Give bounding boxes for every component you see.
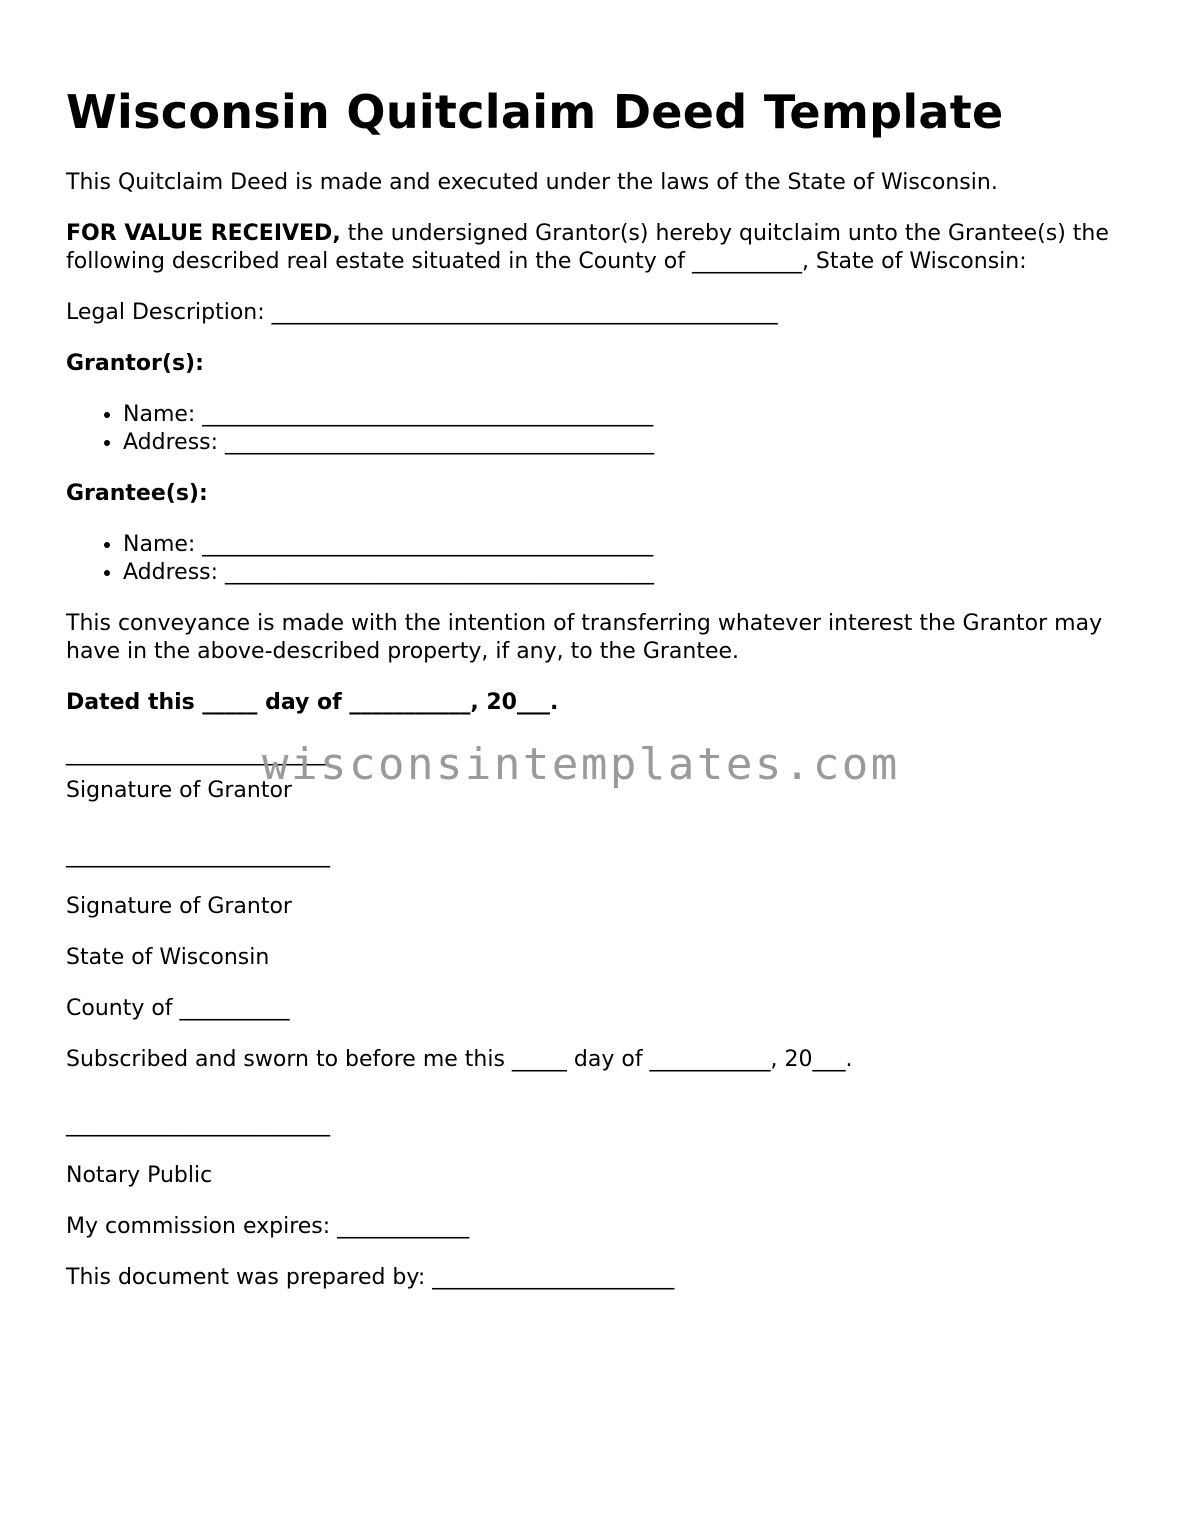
legal-description-field: Legal Description: ______________________________________________ (66, 300, 778, 325)
state-line: State of Wisconsin (66, 945, 270, 970)
consideration-lead: FOR VALUE RECEIVED, (66, 221, 341, 246)
document-page (66, 80, 1126, 1315)
dated-line: Dated this _____ day of ___________, 20___. (66, 690, 559, 715)
grantor-signature-label-2: Signature of Grantor (66, 894, 292, 919)
notary-label: Notary Public (66, 1163, 213, 1188)
grantee-name-field: • Name: _________________________________________ (123, 531, 1126, 559)
grantor-signature-line-2: ________________________ (66, 843, 330, 868)
prepared-by-line: This document was prepared by: ______________________ (66, 1265, 675, 1290)
county-line: County of __________ (66, 996, 290, 1021)
grantor-name-field: • Name: _________________________________________ (123, 401, 1126, 429)
grantor-signature-line-1: ________________________ (66, 741, 330, 766)
consideration-paragraph (66, 220, 1126, 276)
grantor-heading: Grantor(s): (66, 351, 204, 376)
commission-line: My commission expires: ____________ (66, 1214, 470, 1239)
grantor-address-field: • Address: _______________________________________ (123, 429, 1126, 457)
consideration-text: the undersigned Grantor(s) hereby quitclaim unto the Grantee(s) the following described real estate situated in the County of __________, State of Wisconsin: (66, 221, 1109, 274)
document-title: Wisconsin Quitclaim Deed Template (66, 85, 1004, 139)
intention-paragraph: This conveyance is made with the intention of transferring whatever interest the Grantor may have in the above-described property, if any, to the Grantee. (66, 611, 1103, 664)
grantor-list (66, 401, 1126, 457)
grantee-address-field: • Address: _______________________________________ (123, 559, 1126, 587)
intro-paragraph: This Quitclaim Deed is made and executed under the laws of the State of Wisconsin. (66, 170, 998, 195)
sworn-line: Subscribed and sworn to before me this _____ day of ___________, 20___. (66, 1047, 853, 1072)
grantee-list (66, 531, 1126, 587)
watermark-text: wisconsintemplates.com (262, 739, 900, 790)
grantee-heading: Grantee(s): (66, 481, 208, 506)
grantor-signature-label-1: Signature of Grantor (66, 778, 292, 803)
notary-signature-line: ________________________ (66, 1112, 330, 1137)
